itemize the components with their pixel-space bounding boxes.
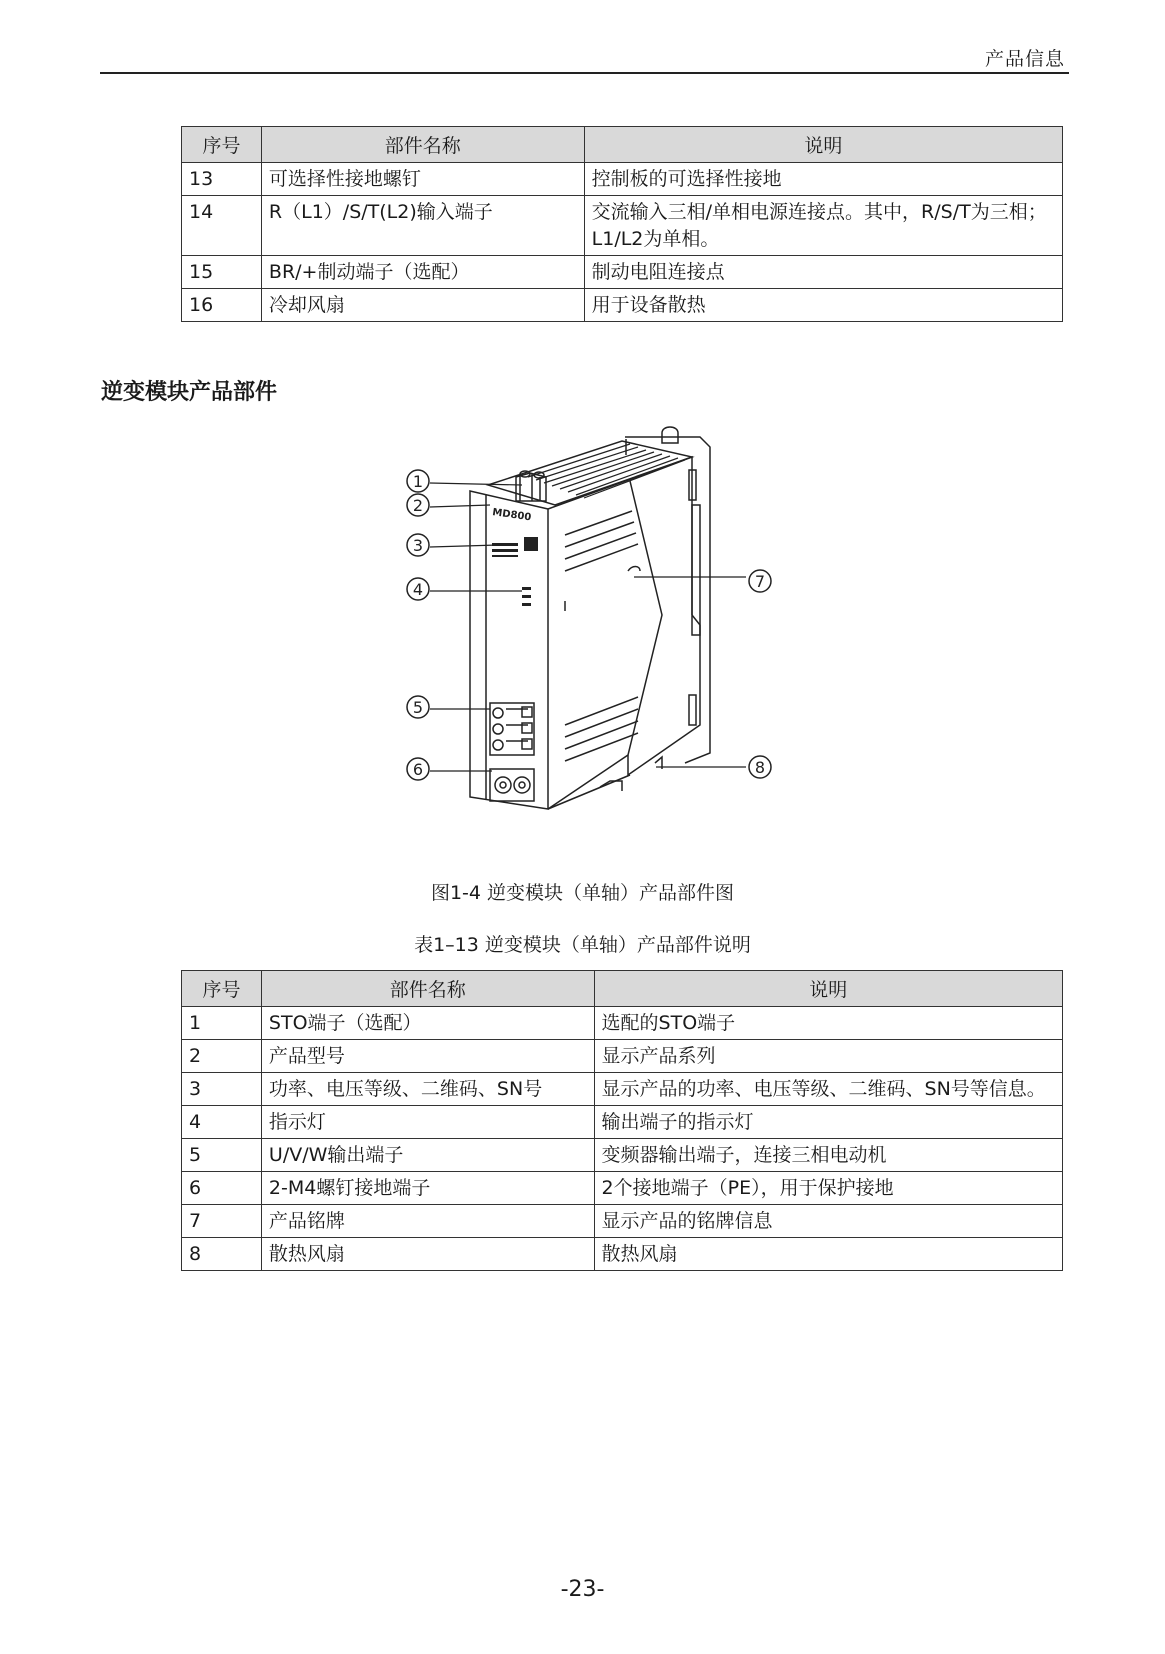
cell-name: 产品型号 (261, 1040, 594, 1073)
svg-text:8: 8 (754, 758, 766, 777)
table-row (182, 1172, 1063, 1205)
cell-desc: 2个接地端子（PE），用于保护接地 (594, 1172, 1062, 1205)
section-heading: 逆变模块产品部件 (101, 380, 278, 405)
callout-6 (407, 758, 429, 780)
table-row (182, 1040, 1063, 1073)
cell-name: 指示灯 (261, 1106, 594, 1139)
cell-desc: 输出端子的指示灯 (594, 1106, 1062, 1139)
cell-name: 功率、电压等级、二维码、SN号 (261, 1073, 594, 1106)
svg-text:1: 1 (412, 472, 424, 491)
column-header-no: 序号 (182, 971, 262, 1007)
table-row (182, 289, 1063, 322)
indicator-lights (522, 587, 531, 606)
cell-desc: 显示产品的功率、电压等级、二维码、SN号等信息。 (594, 1073, 1062, 1106)
cell-name: 冷却风扇 (261, 289, 584, 322)
table-row (182, 1007, 1063, 1040)
side-vents (565, 511, 638, 761)
callout-7 (749, 570, 771, 592)
side-panel (548, 481, 662, 809)
cell-no: 15 (182, 256, 262, 289)
table-row (182, 1205, 1063, 1238)
callout-1 (407, 470, 429, 492)
cell-no: 8 (182, 1238, 262, 1271)
cell-name: BR/+制动端子（选配） (261, 256, 584, 289)
cell-desc: 交流输入三相/单相电源连接点。其中，R/S/T为三相；L1/L2为单相。 (584, 196, 1062, 256)
hanging-hook (662, 427, 678, 443)
callout-5 (407, 696, 429, 718)
table-caption: 表1–13 逆变模块（单轴）产品部件说明 (414, 934, 751, 956)
nameplate-mark (628, 567, 640, 572)
page-number: -23- (560, 1577, 605, 1602)
column-header-name: 部件名称 (261, 127, 584, 163)
svg-text:5: 5 (412, 698, 424, 717)
cell-name: 2-M4螺钉接地端子 (261, 1172, 594, 1205)
cell-no: 7 (182, 1205, 262, 1238)
table-row (182, 163, 1063, 196)
table-row (182, 1139, 1063, 1172)
table-row (182, 256, 1063, 289)
cell-desc: 散热风扇 (594, 1238, 1062, 1271)
table-row (182, 196, 1063, 256)
parts-table-bottom (181, 970, 1063, 1271)
cell-desc: 控制板的可选择性接地 (584, 163, 1062, 196)
cell-name: 产品铭牌 (261, 1205, 594, 1238)
cell-no: 4 (182, 1106, 262, 1139)
svg-text:4: 4 (412, 580, 424, 599)
cell-desc: 显示产品的铭牌信息 (594, 1205, 1062, 1238)
table-header-row (182, 127, 1063, 163)
svg-text:3: 3 (412, 536, 424, 555)
callout-markers (407, 470, 771, 780)
cell-name: 可选择性接地螺钉 (261, 163, 584, 196)
cell-no: 2 (182, 1040, 262, 1073)
cell-desc: 制动电阻连接点 (584, 256, 1062, 289)
cell-no: 13 (182, 163, 262, 196)
svg-text:2: 2 (412, 496, 424, 515)
cell-no: 6 (182, 1172, 262, 1205)
cell-no: 1 (182, 1007, 262, 1040)
svg-text:6: 6 (412, 760, 424, 779)
cell-name: 散热风扇 (261, 1238, 594, 1271)
cell-desc: 选配的STO端子 (594, 1007, 1062, 1040)
ground-terminal (490, 769, 534, 801)
column-header-no: 序号 (182, 127, 262, 163)
cell-name: U/V/W输出端子 (261, 1139, 594, 1172)
cell-no: 5 (182, 1139, 262, 1172)
cell-desc: 用于设备散热 (584, 289, 1062, 322)
callout-8 (749, 756, 771, 778)
callout-3 (407, 534, 429, 556)
svg-text:7: 7 (754, 572, 766, 591)
callout-2 (407, 494, 429, 516)
table-row (182, 1073, 1063, 1106)
callout-4 (407, 578, 429, 600)
column-header-desc: 说明 (594, 971, 1062, 1007)
header-rule (100, 72, 1069, 74)
cell-desc: 显示产品系列 (594, 1040, 1062, 1073)
running-header-title: 产品信息 (984, 48, 1065, 70)
figure-caption: 图1-4 逆变模块（单轴）产品部件图 (430, 882, 735, 904)
rating-label (492, 537, 538, 557)
cell-desc: 变频器输出端子，连接三相电动机 (594, 1139, 1062, 1172)
uvw-output-terminal (490, 703, 534, 755)
cell-no: 14 (182, 196, 262, 256)
inverter-module-drawing (400, 425, 840, 850)
brand-label: MD800 (491, 507, 532, 524)
table-row (182, 1106, 1063, 1139)
cell-no: 3 (182, 1073, 262, 1106)
parts-table-top (181, 126, 1063, 322)
cell-name: R（L1）/S/T(L2)输入端子 (261, 196, 584, 256)
column-header-desc: 说明 (584, 127, 1062, 163)
cell-name: STO端子（选配） (261, 1007, 594, 1040)
table-header-row (182, 971, 1063, 1007)
column-header-name: 部件名称 (261, 971, 594, 1007)
table-row (182, 1238, 1063, 1271)
cell-no: 16 (182, 289, 262, 322)
